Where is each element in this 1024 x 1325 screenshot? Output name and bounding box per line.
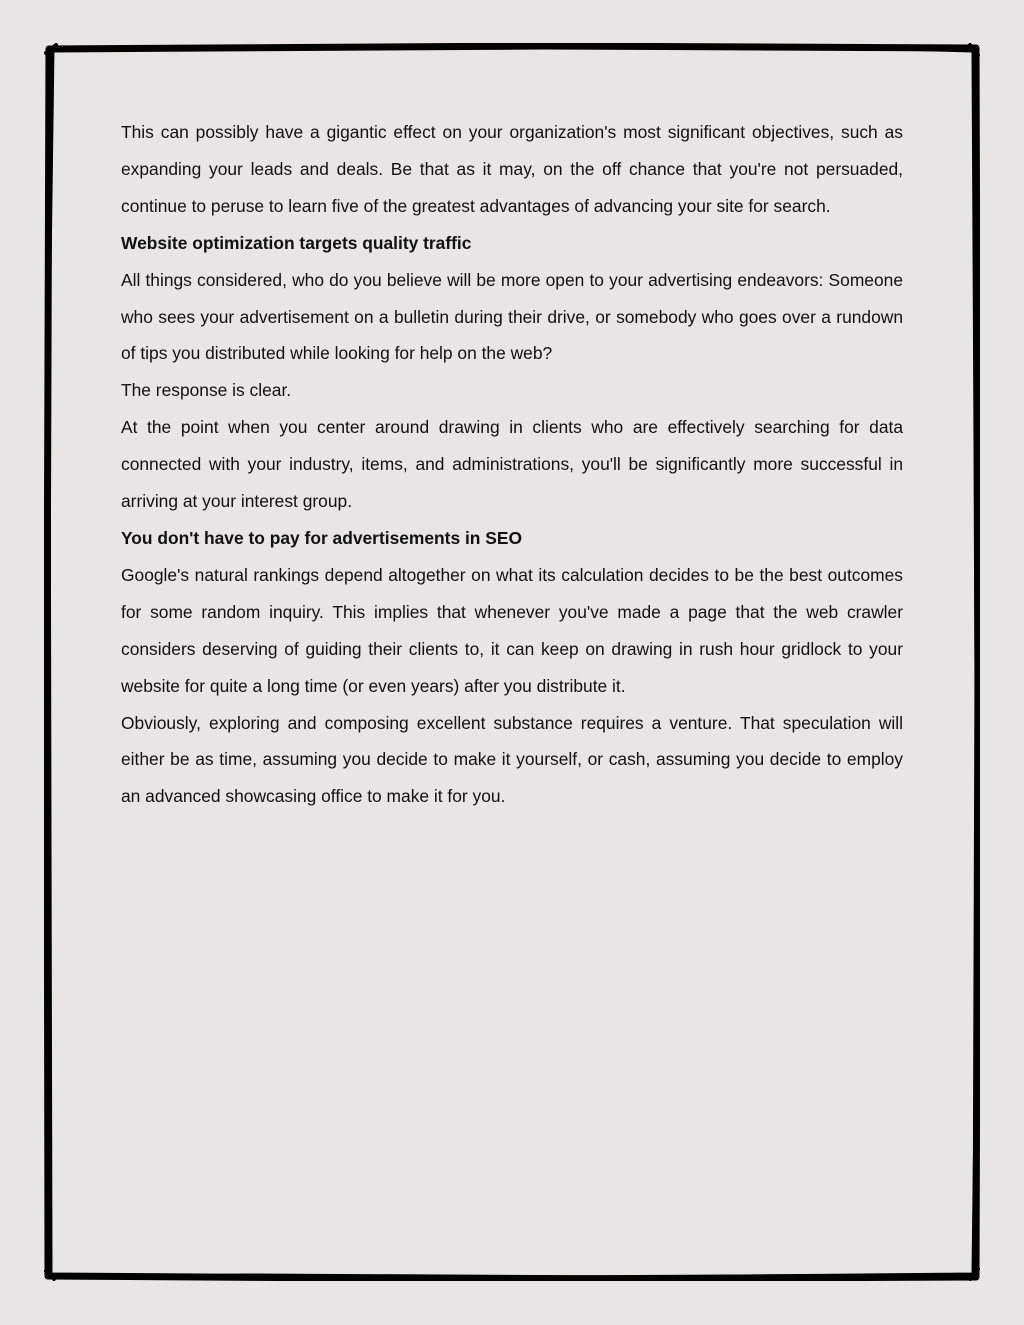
heading-quality-traffic: Website optimization targets quality traffic xyxy=(121,232,472,253)
paragraph-response: The response is clear. xyxy=(121,380,292,401)
document-body xyxy=(121,114,903,815)
paragraph-rankings: Google's natural rankings depend altogether on what its calculation decides to be the best outcomes for some random inquiry. This implies that whenever you've made a page that the web crawler considers deserving of guiding their clients to, it can keep on drawing in rush hour gridlock to your website for quite a long time (or even years) after you distribute it. xyxy=(121,564,903,696)
heading-no-ads: You don't have to pay for advertisements in SEO xyxy=(121,527,522,548)
paragraph-target-clients: At the point when you center around drawing in clients who are effectively searching for data connected with your industry, items, and administrations, you'll be significantly more successful in arriving at your interest group. xyxy=(121,417,903,512)
paragraph-investment: Obviously, exploring and composing excellent substance requires a venture. That speculation will either be as time, assuming you decide to make it yourself, or cash, assuming you decide to employ an advanced showcasing office to make it for you. xyxy=(121,712,903,807)
paragraph-intro: This can possibly have a gigantic effect on your organization's most significant objectives, such as expanding your leads and deals. Be that as it may, on the off chance that you're not persuaded, continue to peruse to learn five of the greatest advantages of advancing your site for search. xyxy=(121,122,903,216)
paragraph-advertising: All things considered, who do you believe will be more open to your advertising endeavors: Someone who sees your advertisement on a bulletin during their drive, or somebody who goes over a rundown of tips you distributed while looking for help on the web? xyxy=(121,269,903,364)
